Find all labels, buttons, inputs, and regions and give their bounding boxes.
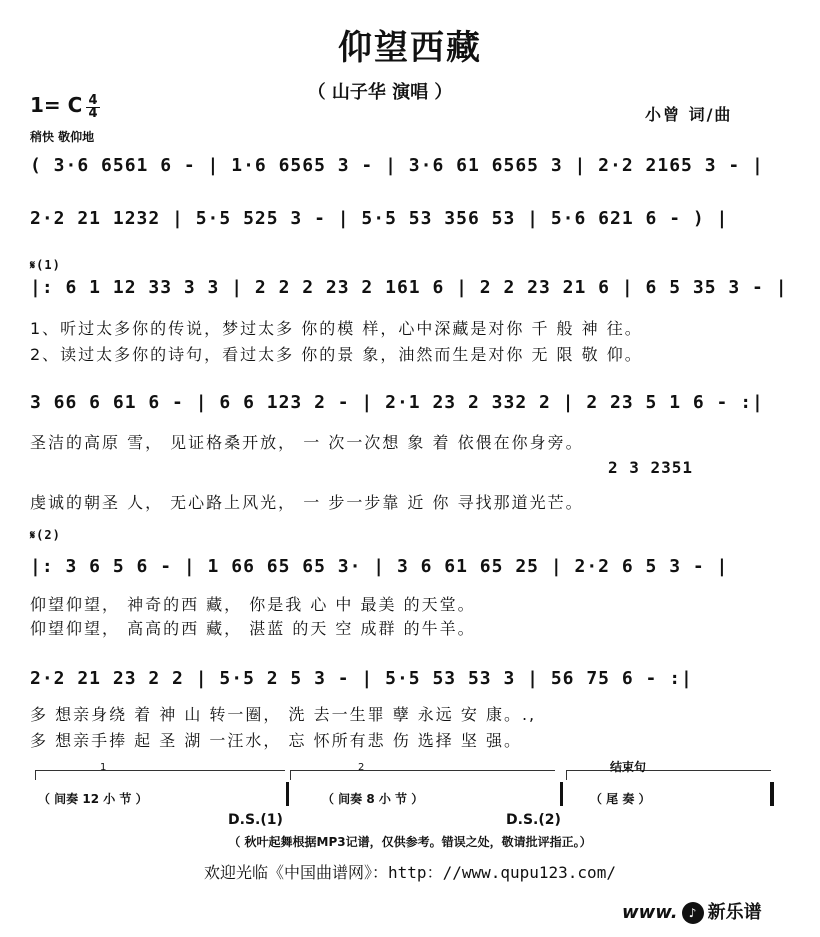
dal-segno-1: D.S.(1) [228, 812, 283, 828]
volta-1-tick [35, 770, 36, 780]
lyric-line-6a: 多 想亲身绕 着 神 山 转一圈， 洗 去一生罪 孽 永远 安 康。., [30, 705, 537, 724]
score-line-5: |: 3 6 5 6 - | 1 66 65 65 3· | 3 6 61 65 25 | 2·2 6 5 3 - | [30, 556, 729, 577]
lyric-line-5a: 仰望仰望， 神奇的西 藏， 你是我 心 中 最美 的天堂。 [30, 595, 476, 614]
lyric-line-3a: 1、听过太多你的传说，梦过太多 你的模 样，心中深藏是对你 千 般 神 往。 [30, 319, 643, 338]
performer-line: （ 山子华 演唱 ） [307, 82, 453, 103]
lyric-line-4a: 圣洁的高原 雪， 见证格桑开放， 一 次一次想 象 着 依偎在你身旁。 [30, 433, 584, 452]
website-credit: 欢迎光临《中国曲谱网》：http：//www.qupu123.com/ [204, 863, 616, 882]
composer-credit: 小曾 词/曲 [645, 105, 733, 124]
volta-2-label: 2 [358, 762, 365, 773]
score-line-1: ( 3·6 6561 6 - | 1·6 6565 3 - | 3·6 61 6565 3 | 2·2 2165 3 - | [30, 155, 764, 176]
coda-tick [566, 770, 567, 780]
volta-2-bracket [290, 770, 555, 771]
volta-1-bracket [35, 770, 285, 771]
key-signature: 1= C [30, 93, 83, 117]
final-bar-1 [286, 782, 289, 806]
time-signature [86, 95, 100, 120]
segno-mark-1: 𝄋(1) [30, 258, 61, 272]
coda-label: 结束句 [610, 760, 647, 774]
score-line-2: 2·2 21 1232 | 5·5 525 3 - | 5·5 53 356 53 | 5·6 621 6 - ) | [30, 208, 729, 229]
score-line-3: |: 6 1 12 33 3 3 | 2 2 2 23 2 161 6 | 2 2 23 21 6 | 6 5 35 3 - | [30, 277, 788, 298]
logo-text: 新乐谱 [707, 902, 762, 923]
music-note-icon: ♪ [682, 902, 704, 924]
meter-top: 4 [88, 93, 98, 108]
lyric-line-3b: 2、读过太多你的诗句，看过太多 你的景 象，油然而生是对你 无 限 敬 仰。 [30, 345, 643, 364]
coda-bracket [566, 770, 771, 771]
final-bar-2 [560, 782, 563, 806]
lyric-line-4b: 虔诚的朝圣 人， 无心路上风光， 一 步一步靠 近 你 寻找那道光芒。 [30, 493, 584, 512]
volta-1-label: 1 [100, 762, 107, 773]
score-line-4: 3 66 6 61 6 - | 6 6 123 2 - | 2·1 23 2 332 2 | 2 23 5 1 6 - :| [30, 392, 764, 413]
volta-2-tick [290, 770, 291, 780]
site-logo [622, 898, 762, 924]
tempo-marking: 稍快 敬仰地 [30, 130, 95, 144]
interlude-1: （ 间奏 12 小 节 ） [38, 792, 148, 806]
alternate-notes: 2 3 2351 [608, 458, 694, 477]
meter-bottom: 4 [86, 107, 100, 120]
interlude-2: （ 间奏 8 小 节 ） [322, 792, 424, 806]
lyric-line-5b: 仰望仰望， 高高的西 藏， 湛蓝 的天 空 成群 的牛羊。 [30, 619, 476, 638]
segno-mark-2: 𝄋(2) [30, 528, 61, 542]
dal-segno-2: D.S.(2) [506, 812, 561, 828]
outro: （ 尾 奏 ） [590, 792, 651, 806]
logo-url-prefix: www. [622, 902, 678, 923]
song-title: 仰望西藏 [338, 28, 482, 68]
final-bar-3 [770, 782, 774, 806]
transcription-note: （ 秋叶起舞根据MP3记谱，仅供参考。错误之处，敬请批评指正。） [228, 835, 592, 849]
score-line-6: 2·2 21 23 2 2 | 5·5 2 5 3 - | 5·5 53 53 3 | 56 75 6 - :| [30, 668, 693, 689]
lyric-line-6b: 多 想亲手捧 起 圣 湖 一汪水， 忘 怀所有悲 伤 选择 坚 强。 [30, 731, 522, 750]
